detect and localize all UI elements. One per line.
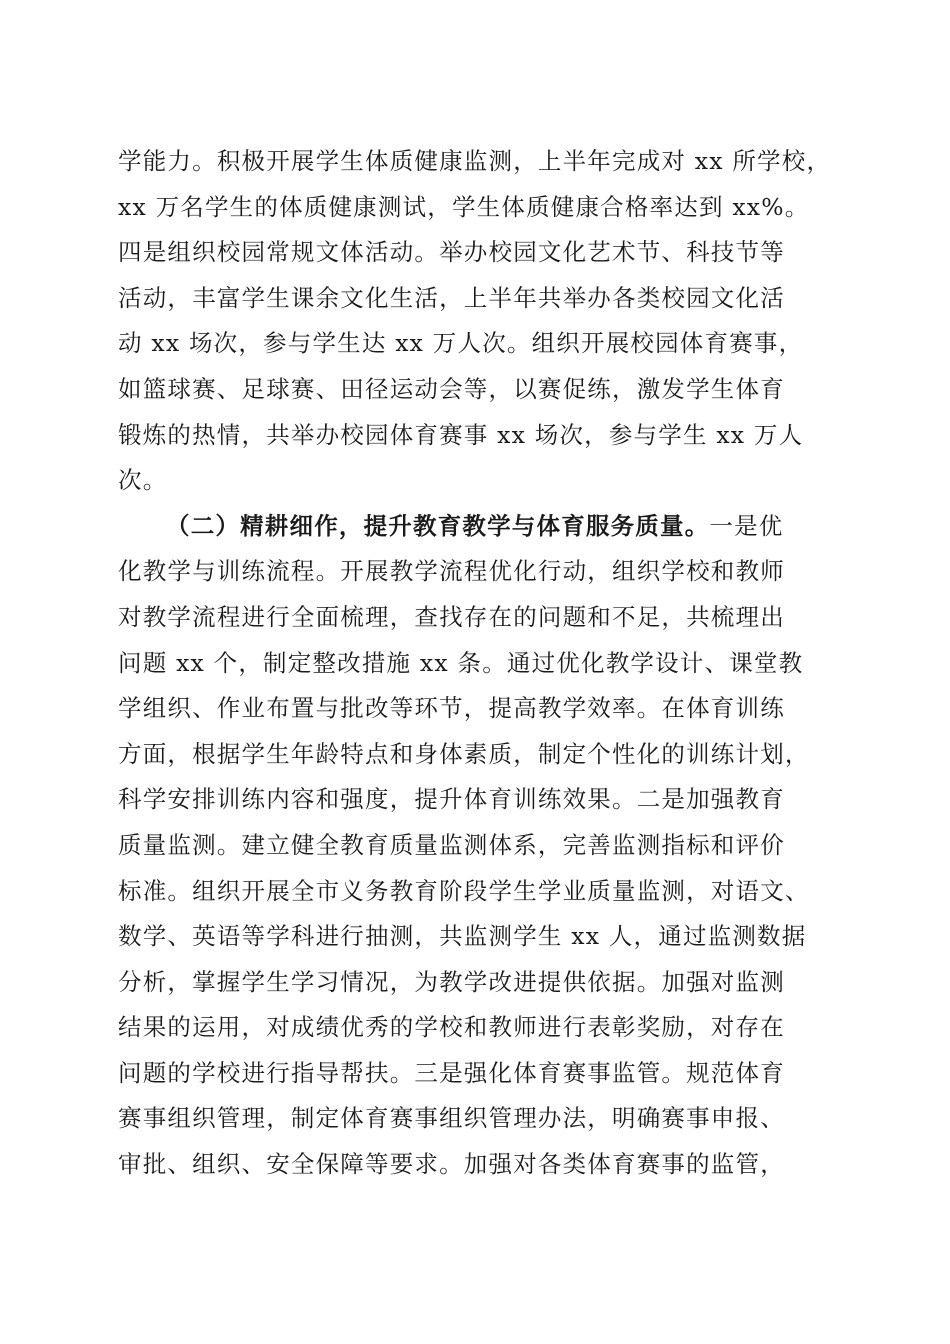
section-2-first-line <box>118 504 838 550</box>
section-2-line-3: 问题 xx 个，制定整改措施 xx 条。通过优化教学设计、课堂教 <box>118 648 804 677</box>
text-line-7: 锻炼的热情，共举办校园体育赛事 xx 场次，参与学生 xx 万人 <box>118 420 804 449</box>
document-body <box>118 139 838 1188</box>
text-line-2: xx 万名学生的体质健康测试，学生体质健康合格率达到 xx%。 <box>118 192 810 221</box>
section-2-line-13: 赛事组织管理，制定体育赛事组织管理办法，明确赛事申报、 <box>118 1104 785 1133</box>
section-2-line-6: 科学安排训练内容和强度，提升体育训练效果。二是加强教育 <box>118 785 785 814</box>
section-2-line-5: 方面，根据学生年龄特点和身体素质，制定个性化的训练计划， <box>118 739 810 768</box>
text-line-6: 如篮球赛、足球赛、田径运动会等，以赛促练，激发学生体育 <box>118 374 785 403</box>
section-2-line-8: 标准。组织开展全市义务教育阶段学生学业质量监测，对语文、 <box>118 876 810 905</box>
section-2-line-1: 化教学与训练流程。开展教学流程优化行动，组织学校和教师 <box>118 557 785 586</box>
section-2-first-line-rest: 一是优 <box>709 511 784 540</box>
section-2-line-9: 数学、英语等学科进行抽测，共监测学生 xx 人，通过监测数据 <box>118 922 807 951</box>
text-line-3: 四是组织校园常规文体活动。举办校园文化艺术节、科技节等 <box>118 238 785 267</box>
text-line-8: 次。 <box>118 466 168 495</box>
section-2-line-4: 学组织、作业布置与批改等环节，提高教学效率。在体育训练 <box>118 694 785 723</box>
text-line-1: 学能力。积极开展学生体质健康监测，上半年完成对 xx 所学校， <box>118 147 832 175</box>
text-line-5: 动 xx 场次，参与学生达 xx 万人次。组织开展校园体育赛事， <box>118 329 804 358</box>
section-2-heading: （二）精耕细作，提升教育教学与体育服务质量。 <box>166 511 710 540</box>
section-2-line-11: 结果的运用，对成绩优秀的学校和教师进行表彰奖励，对存在 <box>118 1013 785 1042</box>
section-2-line-7: 质量监测。建立健全教育质量监测体系，完善监测指标和评价 <box>118 830 785 859</box>
section-2-line-14: 审批、组织、安全保障等要求。加强对各类体育赛事的监管， <box>118 1150 785 1179</box>
section-2-line-12: 问题的学校进行指导帮扶。三是强化体育赛事监管。规范体育 <box>118 1058 785 1087</box>
section-2-line-2: 对教学流程进行全面梳理，查找存在的问题和不足，共梳理出 <box>118 602 785 631</box>
text-line-4: 活动，丰富学生课余文化生活，上半年共举办各类校园文化活 <box>118 283 785 312</box>
section-2-line-10: 分析，掌握学生学习情况，为教学改进提供依据。加强对监测 <box>118 967 785 996</box>
